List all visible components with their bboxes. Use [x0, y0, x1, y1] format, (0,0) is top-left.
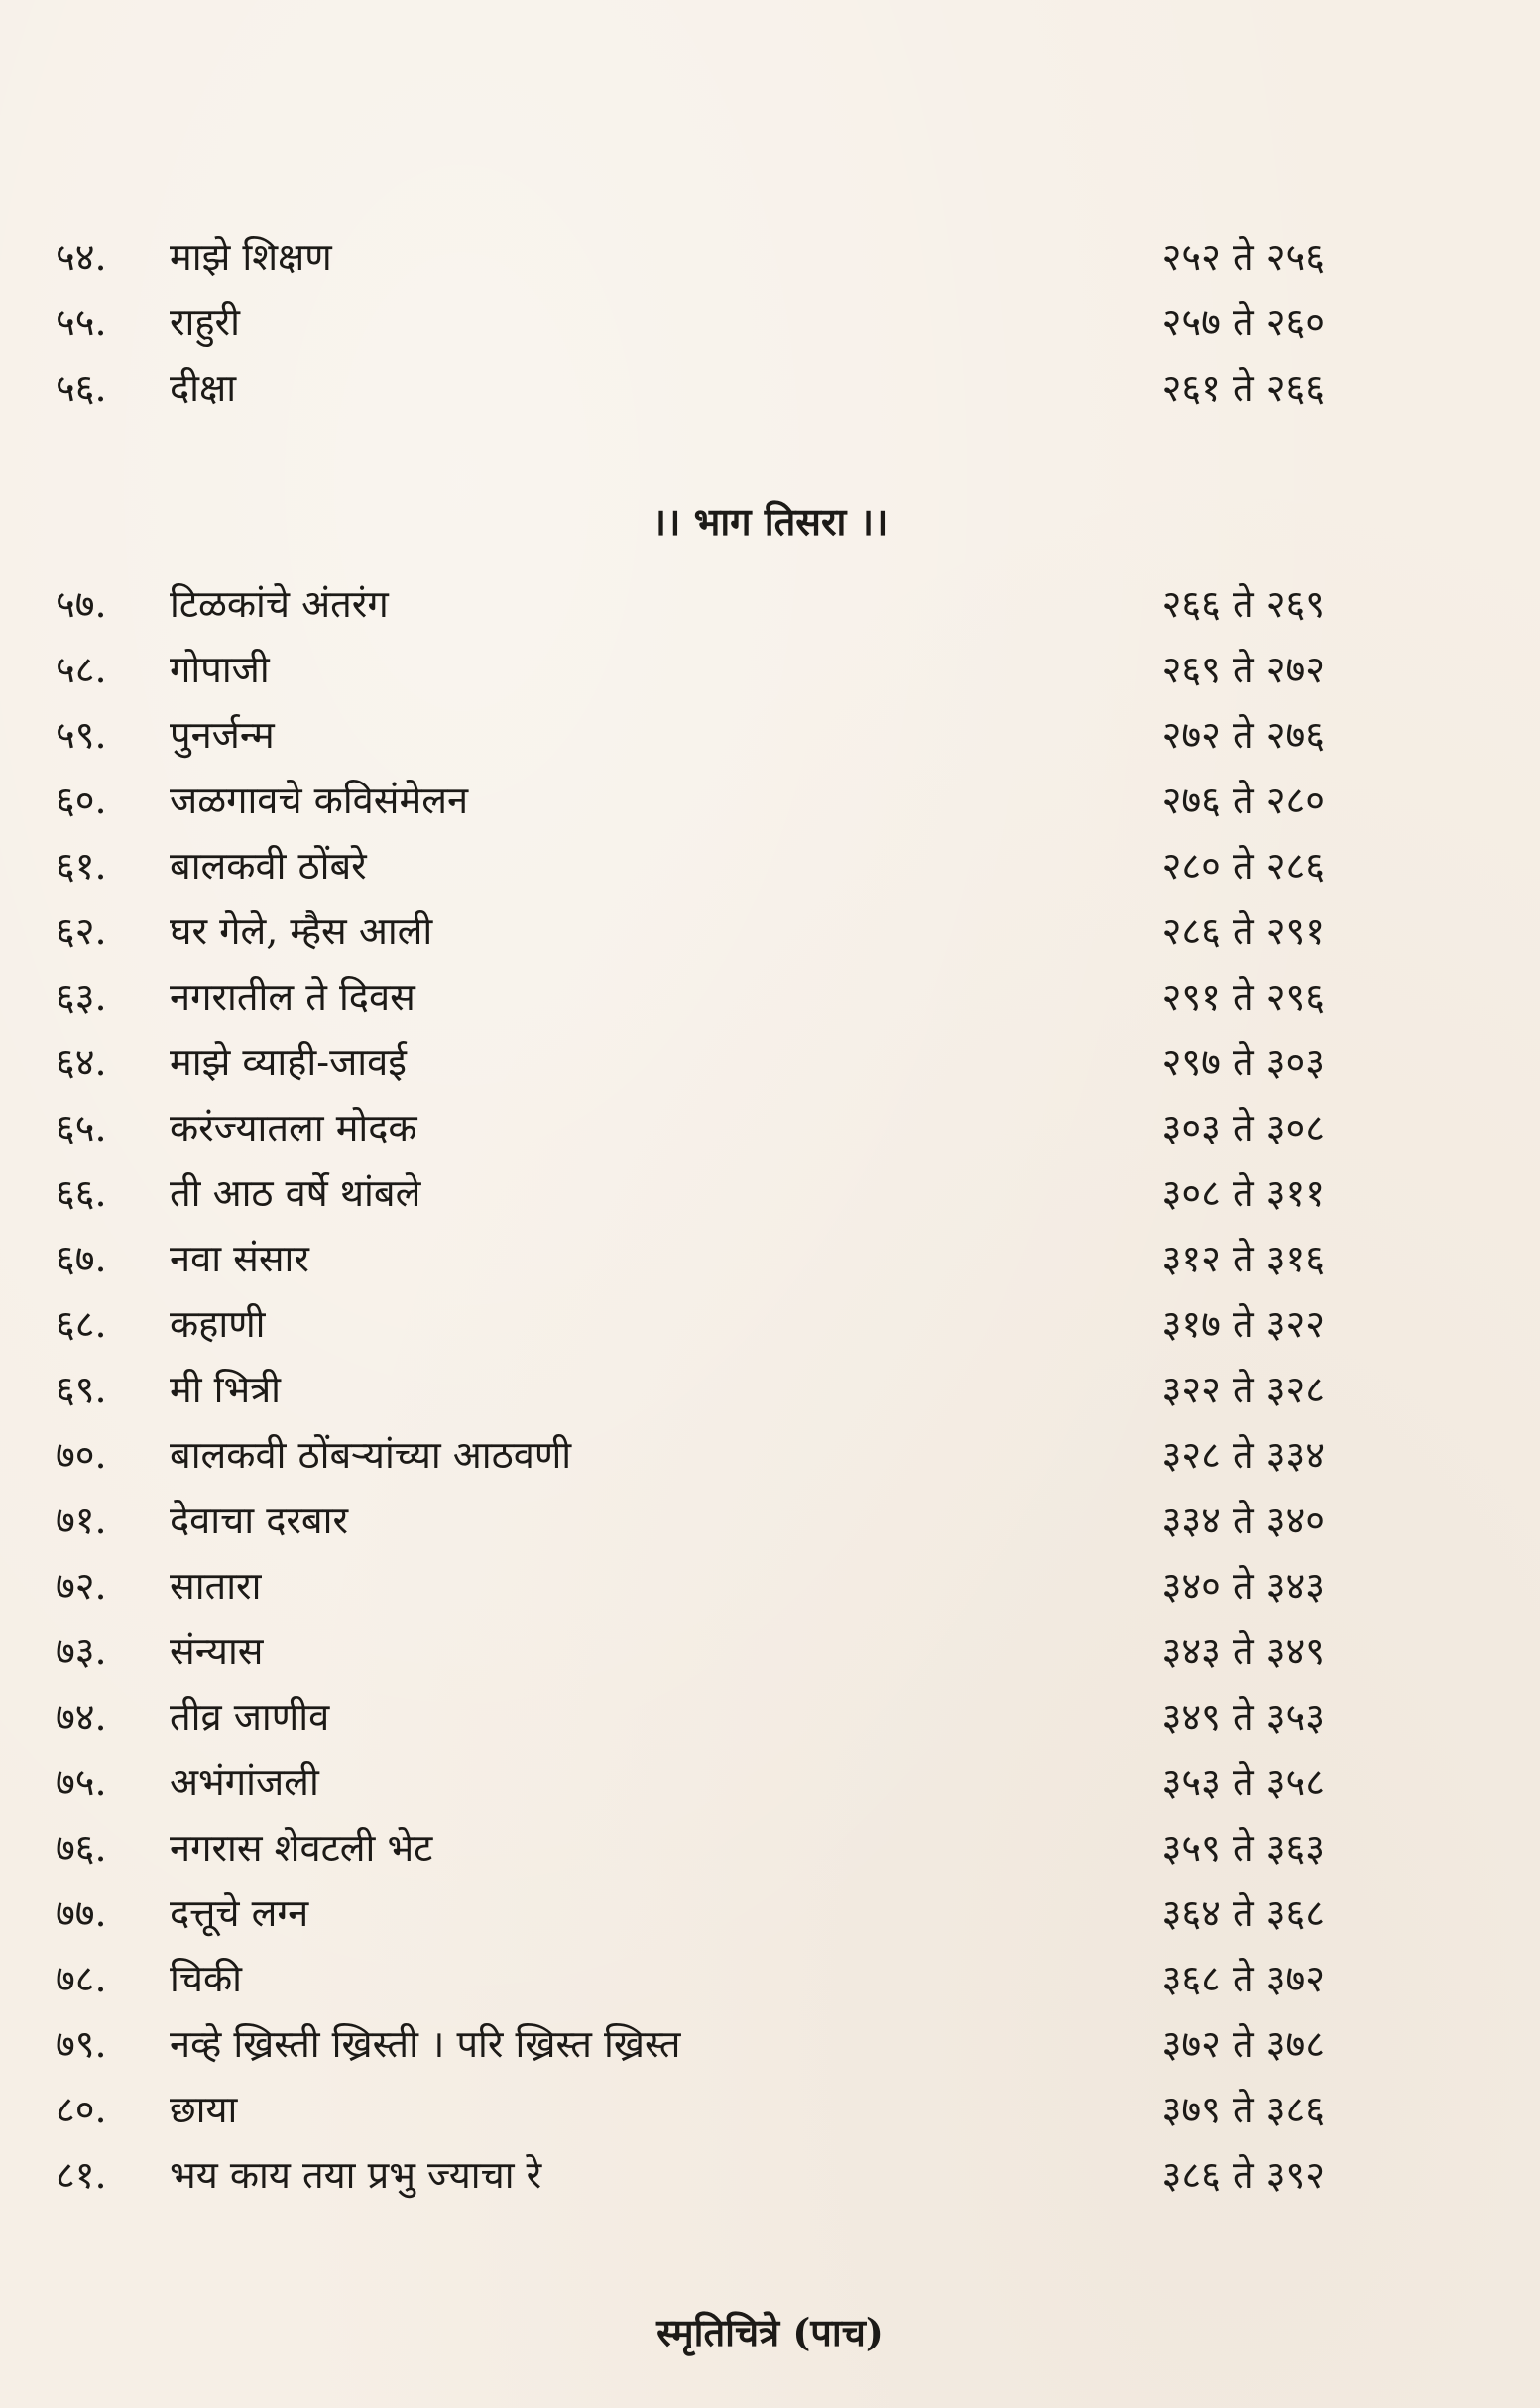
entry-number: ६९.: [56, 1368, 107, 1411]
toc-list-part-two-end: [56, 224, 1325, 421]
entry-title: छाया: [170, 2088, 238, 2131]
entry-title: मी भित्री: [170, 1368, 282, 1411]
entry-pages: ३६४ ते ३६८: [1161, 1891, 1325, 1935]
entry-number: ८०.: [56, 2088, 107, 2131]
entry-number: ७६.: [56, 1826, 107, 1869]
toc-entry: [56, 637, 1325, 702]
entry-number: ६१.: [56, 844, 107, 888]
toc-entry: [56, 1226, 1325, 1291]
entry-title: चिकी: [170, 1957, 242, 2000]
entry-pages: ३५३ ते ३५८: [1161, 1760, 1325, 1804]
entry-pages: ३७९ ते ३८६: [1161, 2088, 1325, 2131]
entry-title: माझे शिक्षण: [170, 235, 332, 279]
toc-entry: [56, 1553, 1325, 1619]
entry-number: ७०.: [56, 1433, 107, 1477]
entry-title: टिळकांचे अंतरंग: [170, 582, 389, 626]
entry-number: ६०.: [56, 779, 107, 822]
toc-entry: [56, 768, 1325, 833]
toc-entry: [56, 964, 1325, 1029]
entry-pages: २६६ ते २६९: [1161, 582, 1325, 626]
toc-entry: [56, 1749, 1325, 1815]
entry-number: ६२.: [56, 909, 107, 953]
toc-entry: [56, 1095, 1325, 1160]
entry-number: ७३.: [56, 1629, 107, 1673]
toc-entry: [56, 1684, 1325, 1749]
entry-number: ५६.: [56, 366, 107, 410]
toc-entry: [56, 2077, 1325, 2142]
entry-title: नगरातील ते दिवस: [170, 975, 415, 1019]
entry-pages: २५७ ते २६०: [1161, 301, 1325, 344]
entry-title: ती आठ वर्षे थांबले: [170, 1171, 421, 1215]
entry-number: ७९.: [56, 2022, 107, 2066]
entry-title: घर गेले, म्हैस आली: [170, 909, 433, 953]
toc-entry: [56, 702, 1325, 768]
toc-entry: [56, 1880, 1325, 1946]
entry-pages: ३८६ ते ३९२: [1161, 2153, 1325, 2197]
entry-pages: २८० ते २८६: [1161, 844, 1325, 888]
part-three-heading: ।। भाग तिसरा ।।: [652, 499, 888, 543]
entry-title: करंज्यातला मोदक: [170, 1106, 417, 1149]
entry-title: गोपाजी: [170, 648, 270, 691]
entry-number: ५५.: [56, 301, 107, 344]
entry-title: तीव्र जाणीव: [170, 1695, 330, 1739]
entry-pages: ३७२ ते ३७८: [1161, 2022, 1325, 2066]
entry-number: ७१.: [56, 1499, 107, 1542]
entry-number: ५७.: [56, 582, 107, 626]
toc-entry: [56, 355, 1325, 421]
entry-number: ७८.: [56, 1957, 107, 2000]
entry-number: ७५.: [56, 1760, 107, 1804]
entry-title: कहाणी: [170, 1302, 266, 1346]
entry-pages: ३०८ ते ३११: [1161, 1171, 1325, 1215]
entry-pages: २७६ ते २८०: [1161, 779, 1325, 822]
entry-pages: ३१२ ते ३१६: [1161, 1237, 1325, 1280]
entry-title: पुनर्जन्म: [170, 713, 275, 757]
entry-title: अभंगांजली: [170, 1760, 319, 1804]
toc-entry: [56, 571, 1325, 637]
entry-number: ६७.: [56, 1237, 107, 1280]
toc-entry: [56, 1029, 1325, 1095]
entry-title: बालकवी ठोंबरे: [170, 844, 367, 888]
toc-entry: [56, 224, 1325, 290]
entry-pages: २६९ ते २७२: [1161, 648, 1325, 691]
entry-title: जळगावचे कविसंमेलन: [170, 779, 469, 822]
entry-number: ६४.: [56, 1040, 107, 1084]
entry-pages: ३१७ ते ३२२: [1161, 1302, 1325, 1346]
entry-number: ६६.: [56, 1171, 107, 1215]
entry-pages: ३३४ ते ३४०: [1161, 1499, 1325, 1542]
entry-title: देवाचा दरबार: [170, 1499, 349, 1542]
entry-pages: ३४३ ते ३४९: [1161, 1629, 1325, 1673]
entry-pages: ३६८ ते ३७२: [1161, 1957, 1325, 2000]
entry-title: दीक्षा: [170, 366, 237, 410]
entry-number: ७७.: [56, 1891, 107, 1935]
entry-pages: ३४० ते ३४३: [1161, 1564, 1325, 1608]
entry-pages: २६१ ते २६६: [1161, 366, 1325, 410]
toc-entry: [56, 1619, 1325, 1684]
toc-entry: [56, 2011, 1325, 2077]
toc-entry: [56, 1357, 1325, 1422]
toc-entry: [56, 899, 1325, 964]
entry-number: ६३.: [56, 975, 107, 1019]
entry-pages: ३२८ ते ३३४: [1161, 1433, 1325, 1477]
entry-title: दत्तूचे लग्न: [170, 1891, 309, 1935]
toc-entry: [56, 290, 1325, 355]
entry-pages: २९७ ते ३०३: [1161, 1040, 1325, 1084]
entry-pages: २८६ ते २९१: [1161, 909, 1325, 953]
entry-title: नव्हे ख्रिस्ती ख्रिस्ती । परि ख्रिस्त ख्रिस्त: [170, 2022, 681, 2066]
entry-number: ७२.: [56, 1564, 107, 1608]
entry-title: नवा संसार: [170, 1237, 309, 1280]
toc-entry: [56, 1160, 1325, 1226]
entry-pages: ३०३ ते ३०८: [1161, 1106, 1325, 1149]
entry-number: ८१.: [56, 2153, 107, 2197]
entry-number: ७४.: [56, 1695, 107, 1739]
entry-number: ५९.: [56, 713, 107, 757]
entry-pages: २५२ ते २५६: [1161, 235, 1325, 279]
toc-entry: [56, 1815, 1325, 1880]
toc-entry: [56, 1946, 1325, 2011]
toc-entry: [56, 833, 1325, 899]
entry-number: ६८.: [56, 1302, 107, 1346]
entry-pages: ३४९ ते ३५३: [1161, 1695, 1325, 1739]
toc-entry: [56, 1488, 1325, 1553]
entry-number: ५८.: [56, 648, 107, 691]
entry-title: राहुरी: [170, 301, 240, 344]
entry-title: नगरास शेवटली भेट: [170, 1826, 433, 1869]
entry-pages: २९१ ते २९६: [1161, 975, 1325, 1019]
running-footer-book-title: स्मृतिचित्रे (पाच): [656, 2310, 884, 2354]
toc-entry: [56, 1291, 1325, 1357]
entry-number: ५४.: [56, 235, 107, 279]
entry-title: सातारा: [170, 1564, 262, 1608]
entry-number: ६५.: [56, 1106, 107, 1149]
toc-entry: [56, 1422, 1325, 1488]
entry-pages: ३२२ ते ३२८: [1161, 1368, 1325, 1411]
toc-entry: [56, 2142, 1325, 2208]
entry-title: बालकवी ठोंबऱ्यांच्या आठवणी: [170, 1433, 572, 1477]
entry-title: माझे व्याही-जावई: [170, 1040, 407, 1084]
entry-title: संन्यास: [170, 1629, 264, 1673]
toc-list-part-three: [56, 571, 1325, 2208]
entry-pages: २७२ ते २७६: [1161, 713, 1325, 757]
entry-pages: ३५९ ते ३६३: [1161, 1826, 1325, 1869]
entry-title: भय काय तया प्रभु ज्याचा रे: [170, 2153, 542, 2197]
